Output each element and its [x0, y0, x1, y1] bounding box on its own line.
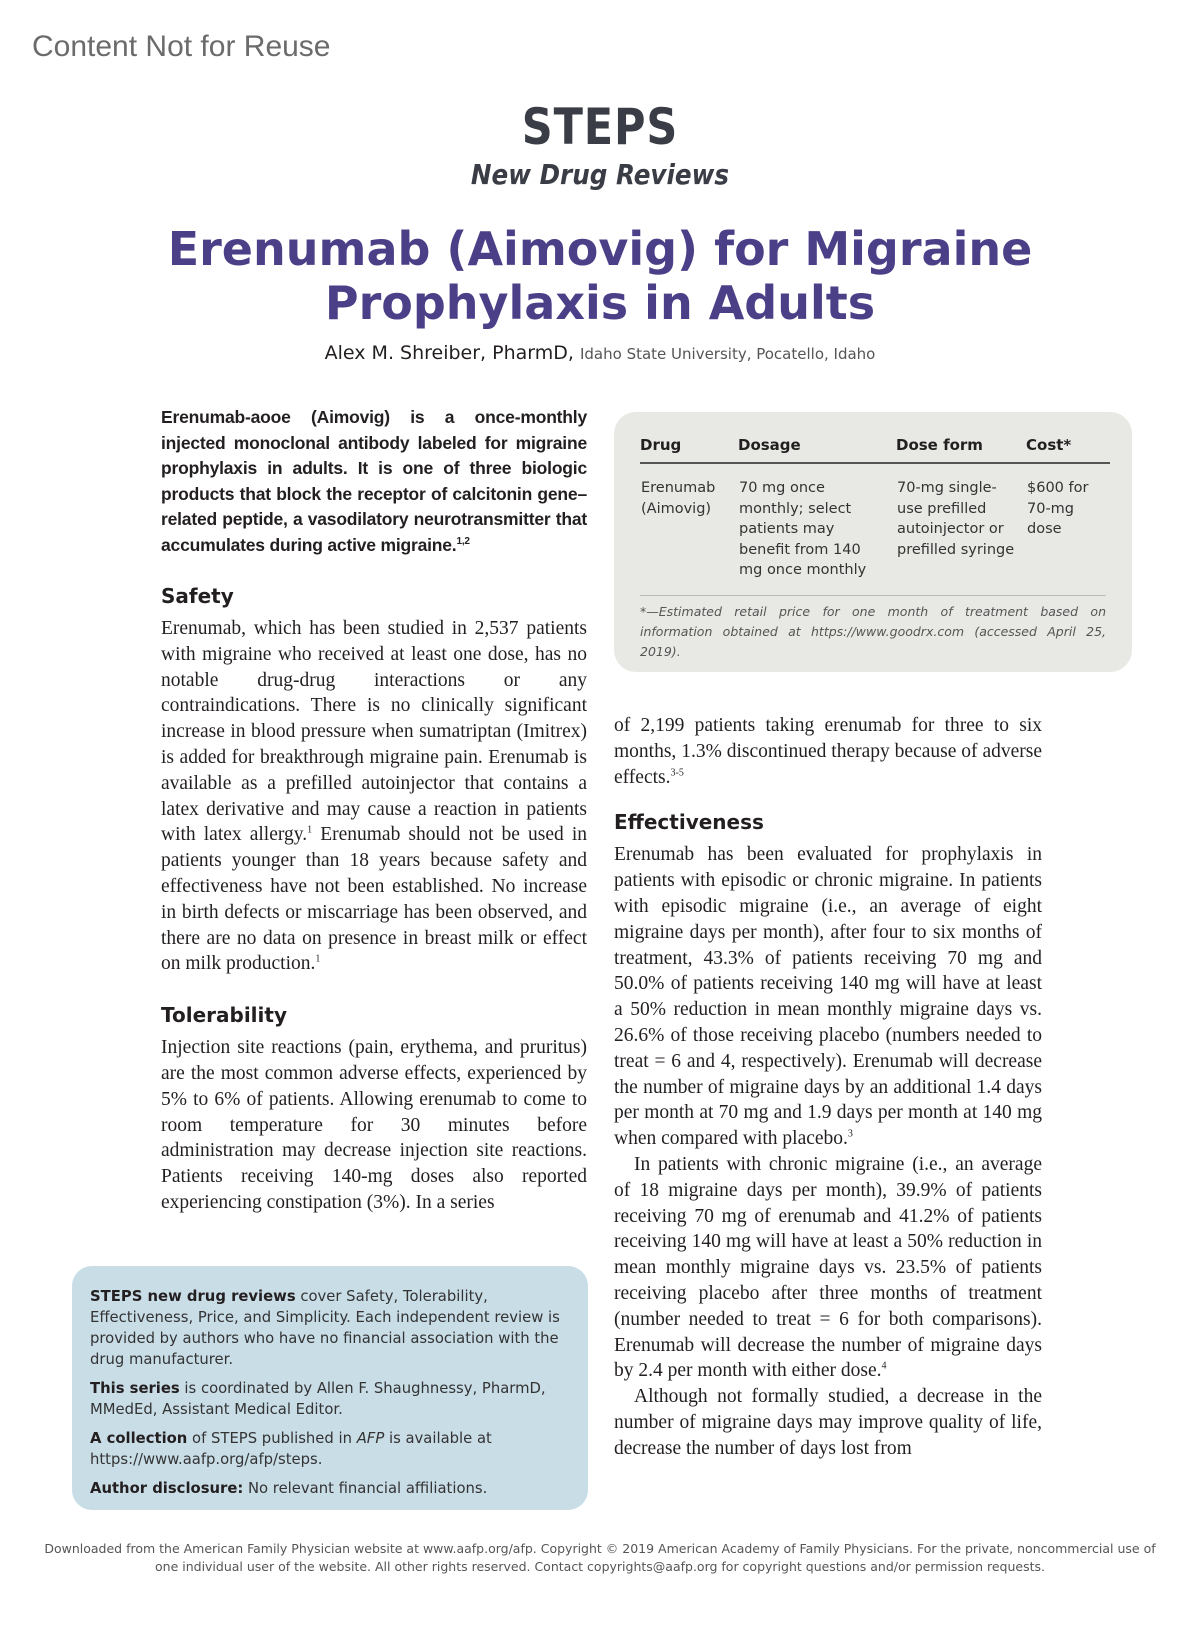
byline	[0, 342, 1200, 364]
series-title: STEPS	[521, 98, 679, 156]
tolerability-heading: Tolerability	[161, 1003, 287, 1028]
column-header: Dose form	[896, 432, 1026, 463]
cell-dose-form: 70-mg single-use prefilled autoinjector or prefilled syringe	[897, 480, 1015, 558]
effectiveness-heading: Effectiveness	[614, 810, 764, 835]
table-footnote: *—Estimated retail price for one month of treatment based on information obtained at https://www.goodrx.com (accessed April 25, 2019).	[640, 595, 1106, 662]
safety-paragraph: Erenumab, which has been studied in 2,537 patients with migraine who received at least one dose, has no notable drug-drug interactions or any contraindications. There is no clinically significant increase in blood pressure when sumatriptan (Imitrex) is added for breakthrough migraine pain. Erenumab is available as a prefilled autoinjector that contains a latex derivative and may cause a reaction in patients with latex allergy.$^1$ Erenumab should not be used in patients younger than 18 years because safety and effectiveness have not been established. No increase in birth defects or miscarriage has been observed, and there are no data on presence in breast milk or effect on milk production.$^1$	[161, 618, 587, 975]
effectiveness-paragraph-3: Although not formally studied, a decrease in the number of migraine days may improve quality of life, decrease the number of days lost from	[614, 1386, 1042, 1459]
table-header-row	[640, 432, 1110, 463]
cell-dosage: 70 mg once monthly; select patients may benefit from 140 mg once monthly	[739, 480, 867, 578]
effectiveness-paragraph-2: In patients with chronic migraine (i.e., an average of 18 migraine days per month), 39.9% of patients receiving 70 mg of erenumab and 41.2% of patients receiving 140 mg will have at least a 50% reduction in mean monthly migraine days vs. 23.5% of patients receiving placebo after three months of treatment (number needed to treat = 6 for both comparisons). Erenumab will decrease the number of migraine days by 2.4 per month with either dose.$^4$	[614, 1153, 1042, 1382]
column-header: Cost*	[1026, 432, 1110, 463]
author-affiliation: Idaho State University, Pocatello, Idaho	[579, 345, 876, 363]
table-row	[640, 463, 1110, 582]
info-paragraph: STEPS new drug reviews cover Safety, Tolerability, Effectiveness, Price, and Simplicity. Each independent review is provided by authors who have no financial association with the drug manufacturer.	[90, 1288, 560, 1368]
drug-summary-table	[640, 432, 1110, 582]
info-paragraph: A collection of STEPS published in AFP is available at https://www.aafp.org/afp/steps.	[90, 1430, 492, 1468]
cell-drug: Erenumab (Aimovig)	[641, 480, 716, 517]
series-subtitle: New Drug Reviews	[470, 158, 730, 191]
column-header: Drug	[640, 432, 738, 463]
safety-heading: Safety	[161, 584, 234, 608]
column-header: Dosage	[738, 432, 896, 463]
cell-cost: $600 for 70-mg dose	[1027, 480, 1089, 537]
steps-info-box	[72, 1266, 588, 1510]
author-name: Alex M. Shreiber, PharmD,	[324, 342, 574, 364]
effectiveness-paragraph-1: Erenumab has been evaluated for prophylaxis in patients with episodic or chronic migraine. In patients with episodic migraine (i.e., an average of eight migraine days per month), after four to six months of treatment, 43.3% of patients receiving 70 mg and 50.0% of patients receiving 140 mg will have at least a 50% reduction in mean monthly migraine days vs. 26.6% of those receiving placebo (numbers needed to treat = 6 and 4, respectively). Erenumab will decrease the number of migraine days by an additional 1.4 days per month at 70 mg and 1.9 days per month at 140 mg when compared with placebo.$^3$	[614, 844, 1042, 1150]
right-column	[614, 713, 1042, 1462]
intro-paragraph: Erenumab-aooe (Aimovig) is a once-monthly injected monoclonal antibody labeled for migraine prophylaxis in adults. It is one of three biologic products that block the receptor of calcitonin gene–related peptide, a vasodilatory neurotransmitter that accumulates during active migraine.$^{1,2}$	[161, 407, 587, 555]
article-title: Erenumab (Aimovig) for Migraine Prophylaxis in Adults	[167, 222, 1033, 330]
info-paragraph: Author disclosure: No relevant financial affiliations.	[90, 1480, 488, 1497]
drug-summary-table-box	[614, 412, 1132, 672]
watermark: Content Not for Reuse	[32, 30, 331, 63]
info-paragraph: This series is coordinated by Allen F. Shaughnessy, PharmD, MMedEd, Assistant Medical Editor.	[90, 1380, 546, 1418]
tolerability-continued: of 2,199 patients taking erenumab for three to six months, 1.3% discontinued therapy because of adverse effects.$^{3-5}$	[614, 715, 1042, 788]
copyright-notice: Downloaded from the American Family Physician website at www.aafp.org/afp. Copyright © 2019 American Academy of Family Physicians. For the private, noncommercial use of one individual user of the website. All other rights reserved. Contact copyrights@aafp.org for copyright questions and/or permission requests.	[44, 1541, 1156, 1574]
tolerability-paragraph: Injection site reactions (pain, erythema, and pruritus) are the most common adverse effects, experienced by 5% to 6% of patients. Allowing erenumab to come to room temperature for 30 minutes before administration may decrease injection site reactions. Patients receiving 140-mg doses also reported experiencing constipation (3%). In a series	[161, 1037, 587, 1213]
left-column	[161, 405, 587, 1216]
